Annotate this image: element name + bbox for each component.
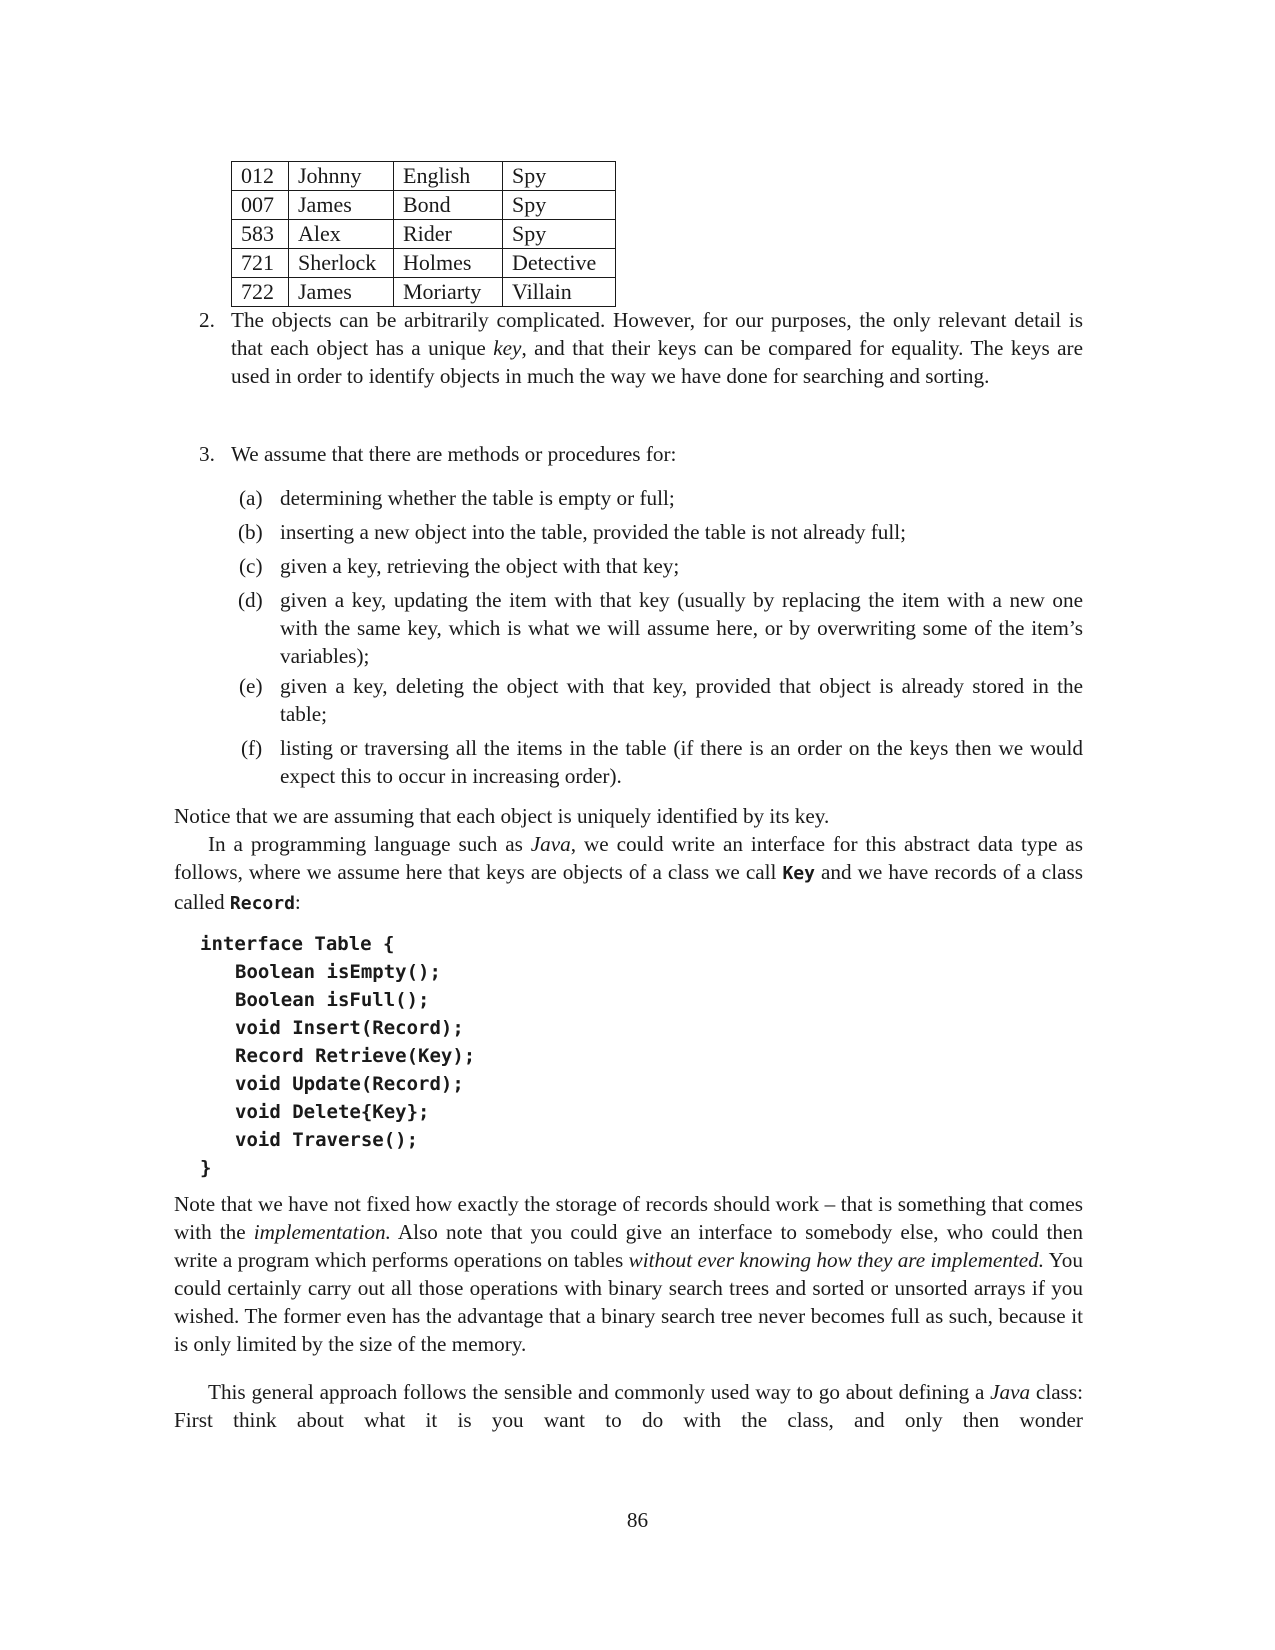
table-cell: Spy [503, 191, 616, 220]
table-cell: Sherlock [289, 249, 394, 278]
subitem-f-label: (f) [241, 736, 263, 760]
subitem-a-text: determining whether the table is empty or full; [280, 486, 675, 510]
code-line: Boolean isFull(); [235, 989, 430, 1011]
para-java-part3: and we have records of a class called [174, 860, 1083, 914]
subitem-d-text: given a key, updating the item with that key (usually by replacing the item with a new one with the same key, which is what we will assume here, or by overwriting some of the item’s variables); [280, 588, 1083, 668]
para-note-part2: Also note that you could give an interface to somebody else, who could then write a program which performs operations on tables [174, 1220, 1083, 1272]
records-table [231, 161, 616, 307]
subitem-c-label: (c) [239, 554, 263, 578]
para-approach-java: Java [990, 1380, 1031, 1404]
table-cell: James [289, 191, 394, 220]
subitem-e-text: given a key, deleting the object with that key, provided that object is already stored in the table; [280, 674, 1083, 726]
code-open-line: interface Table { [200, 933, 395, 955]
para-approach-part1: This general approach follows the sensible and commonly used way to go about defining a [208, 1380, 991, 1404]
table-row [232, 249, 616, 278]
item-2-part2: , and that their keys can be compared for equality. The keys are used in order to identify objects in much the way we have done for searching and sorting. [231, 336, 1083, 388]
code-block [200, 930, 475, 1182]
para-java-part4: : [294, 890, 301, 914]
para-java-word: Java [530, 832, 571, 856]
item-3-number: 3. [199, 442, 215, 466]
subitem-d-label: (d) [238, 588, 263, 612]
table-cell: Rider [394, 220, 503, 249]
para-note-part3: You could certainly carry out all those operations with binary search trees and sorted or unsorted arrays if you wished. The former even has the advantage that a binary search tree never becomes full as such, because it is only limited by the size of the memory. [174, 1248, 1083, 1356]
code-line: Record Retrieve(Key); [235, 1045, 476, 1067]
table-cell: 012 [232, 162, 289, 191]
table-cell: 583 [232, 220, 289, 249]
table-row [232, 220, 616, 249]
code-line: void Update(Record); [235, 1073, 464, 1095]
code-line: void Traverse(); [235, 1129, 419, 1151]
code-line: void Insert(Record); [235, 1017, 464, 1039]
paragraph-java [174, 830, 1083, 918]
subitem-b-text: inserting a new object into the table, provided the table is not already full; [280, 520, 907, 544]
code-line: Boolean isEmpty(); [235, 961, 441, 983]
paragraph-notice: Notice that we are assuming that each object is uniquely identified by its key. [174, 804, 830, 828]
subitem-f-text: listing or traversing all the items in the table (if there is an order on the keys then we would expect this to occur in increasing order). [280, 736, 1083, 788]
subitem-e-label: (e) [239, 674, 263, 698]
para-note-italic: without ever knowing how they are implemented. [628, 1248, 1045, 1272]
para-approach-part2: class: First think about what it is you want to do with the class, and only then wonder [174, 1380, 1083, 1432]
subitem-a-label: (a) [239, 486, 263, 510]
paragraph-note [174, 1190, 1083, 1358]
item-2-number: 2. [199, 308, 215, 332]
table-cell: 007 [232, 191, 289, 220]
table-cell: 722 [232, 278, 289, 307]
table-cell: Holmes [394, 249, 503, 278]
code-line: void Delete{Key}; [235, 1101, 430, 1123]
records-table-body [232, 162, 616, 307]
table-cell: Johnny [289, 162, 394, 191]
table-cell: 721 [232, 249, 289, 278]
table-cell: Spy [503, 220, 616, 249]
para-java-part2: , we could write an interface for this abstract data type as follows, where we assume here that keys are objects of a class we call [174, 832, 1083, 884]
item-2-text [231, 306, 1083, 390]
table-cell: Moriarty [394, 278, 503, 307]
item-3-text: We assume that there are methods or procedures for: [231, 442, 677, 466]
para-java-part1: In a programming language such as [208, 832, 531, 856]
para-java-key-class: Key [782, 863, 815, 884]
subitem-c-text: given a key, retrieving the object with that key; [280, 554, 680, 578]
table-row [232, 162, 616, 191]
table-cell: English [394, 162, 503, 191]
table-cell: Spy [503, 162, 616, 191]
para-java-record-class: Record [229, 893, 295, 914]
para-note-part1: Note that we have not fixed how exactly the storage of records should work – that is something that comes with the [174, 1192, 1083, 1244]
table-cell: Detective [503, 249, 616, 278]
table-cell: James [289, 278, 394, 307]
table-cell: Alex [289, 220, 394, 249]
subitem-b-label: (b) [238, 520, 263, 544]
table-row [232, 191, 616, 220]
table-row [232, 278, 616, 307]
item-2-key-word: key [493, 336, 522, 360]
table-cell: Villain [503, 278, 616, 307]
paragraph-approach [174, 1378, 1083, 1434]
item-2-part1: The objects can be arbitrarily complicated. However, for our purposes, the only relevant detail is that each object has a unique [231, 308, 1083, 360]
table-cell: Bond [394, 191, 503, 220]
page-number: 86 [626, 1508, 649, 1532]
code-close-line: } [200, 1157, 212, 1179]
para-note-implementation: implementation. [253, 1220, 391, 1244]
